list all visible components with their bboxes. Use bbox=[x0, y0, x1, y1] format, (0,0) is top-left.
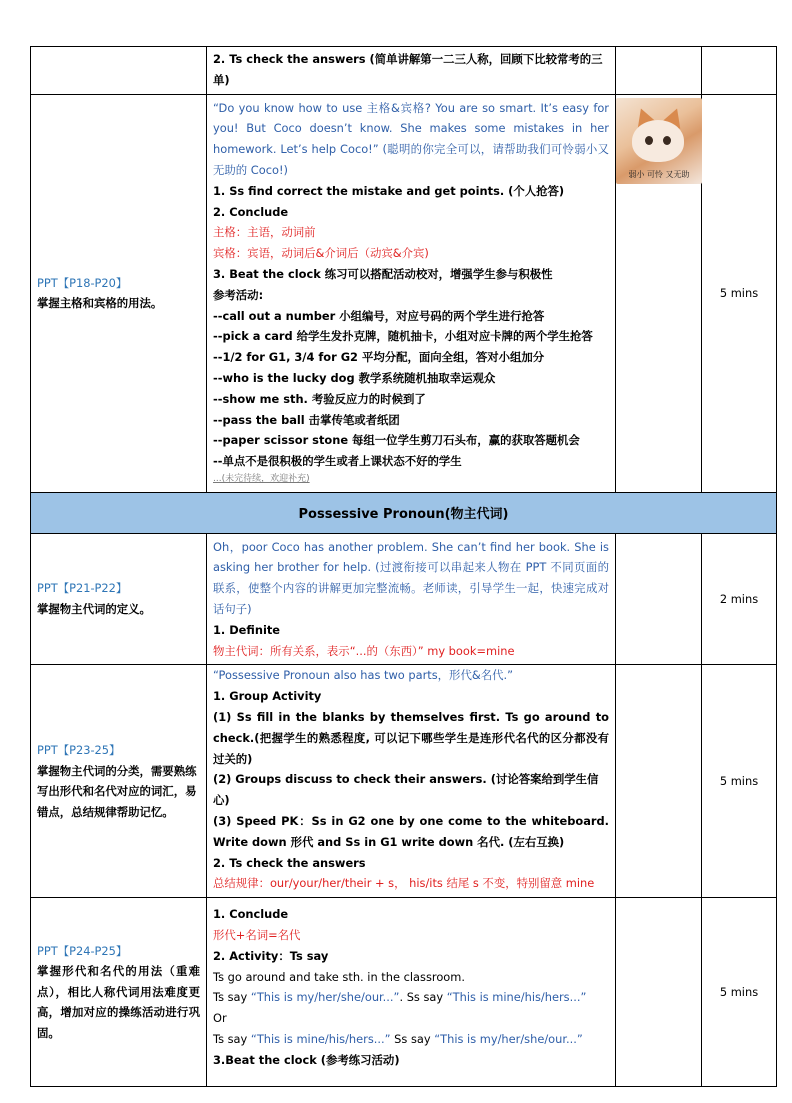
activity-instruction: Ts go around and take sth. in the classroom. bbox=[213, 969, 465, 984]
activity-item: --call out a number 小组编号，对应号码的两个学生进行抢答 bbox=[213, 308, 545, 323]
intro-text: Oh，poor Coco has another problem. She can’t find her book. She is asking her brother for help. (过渡衔接可以串起来人物在 PPT 不同页面的联系，使整个内容的讲解更加完整流畅。老师读，引导学生一起，快速完成对话句子) bbox=[213, 539, 609, 616]
step-activity: 2. Activity：Ts say bbox=[213, 948, 329, 963]
activity-step-1: (1) Ss fill in the blanks by themselves first. Ts go around to check.(把握学生的熟悉程度, 可以记下哪些学生是连形代名代的区分都没有过关的) bbox=[213, 709, 609, 766]
lesson-plan-table bbox=[30, 46, 777, 1087]
time-cell bbox=[702, 665, 777, 898]
activity-item: --pass the ball 击掌传笔或者纸团 bbox=[213, 412, 400, 427]
ppt-pages: PPT【P18-P20】 bbox=[37, 275, 128, 290]
teaching-goal: 掌握主格和宾格的用法。 bbox=[37, 296, 163, 311]
activity-step-3: (3) Speed PK：Ss in G2 one by one come to the whiteboard. Write down 形代 and Ss in G1 write down 名代. (左右互换) bbox=[213, 813, 609, 849]
intro-text: “Possessive Pronoun also has two parts，形代&名代.” bbox=[213, 668, 514, 683]
duration: 5 mins bbox=[719, 774, 759, 789]
step-definite: 1. Definite bbox=[213, 622, 281, 637]
table-row bbox=[31, 665, 777, 898]
ppt-pages: PPT【P21-P22】 bbox=[37, 581, 128, 596]
ppt-cell bbox=[31, 898, 207, 1087]
intro-text: “Do you know how to use 主格&宾格? You are so smart. It’s easy for you! But Coco doesn’t know. She makes some mistakes in her homework. Let’s help Coco!” (聪明的你完全可以，请帮助我们可怜弱小又无助的 Coco!) bbox=[213, 100, 609, 177]
procedure-cell bbox=[207, 898, 616, 1087]
table-row bbox=[31, 898, 777, 1087]
ppt-cell bbox=[31, 665, 207, 898]
activity-item: --who is the lucky dog 教学系统随机抽取幸运观众 bbox=[213, 370, 496, 385]
dialogue-line: Ts say “This is mine/his/hers...” Ss say “This is my/her/she/our...” bbox=[213, 1031, 583, 1046]
more-link: ...(未完待续，欢迎补充) bbox=[213, 473, 310, 484]
reference-activities-label: 参考活动: bbox=[213, 287, 264, 302]
section-header-row bbox=[31, 492, 777, 533]
activity-item: --1/2 for G1, 3/4 for G2 平均分配，面向全组，答对小组加分 bbox=[213, 350, 545, 365]
table-row bbox=[31, 533, 777, 665]
ppt-cell bbox=[31, 47, 207, 95]
rule-subject-case: 主格：主语，动词前 bbox=[213, 225, 316, 240]
section-title: Possessive Pronoun(物主代词) bbox=[31, 492, 777, 533]
step-find-mistake: 1. Ss find correct the mistake and get points. (个人抢答) bbox=[213, 183, 565, 198]
time-cell bbox=[702, 94, 777, 492]
duration: 5 mins bbox=[719, 286, 759, 301]
step-conclude: 1. Conclude bbox=[213, 907, 289, 922]
definition-text: 物主代词：所有关系，表示“...的（东西）” my book=mine bbox=[213, 643, 515, 658]
table-row bbox=[31, 94, 777, 492]
activity-item: --pick a card 给学生发扑克牌，随机抽卡，小组对应卡牌的两个学生抢答 bbox=[213, 329, 593, 344]
kitten-image bbox=[616, 98, 702, 184]
formula: 形代+名词=名代 bbox=[213, 927, 301, 942]
step-group-activity: 1. Group Activity bbox=[213, 689, 322, 704]
time-cell bbox=[702, 898, 777, 1087]
ppt-pages: PPT【P24-P25】 bbox=[37, 943, 128, 958]
activity-item: --paper scissor stone 每组一位学生剪刀石头布，赢的获取答题机会 bbox=[213, 433, 580, 448]
image-cell bbox=[616, 47, 702, 95]
table-row bbox=[31, 47, 777, 95]
procedure-cell bbox=[207, 533, 616, 665]
duration: 2 mins bbox=[719, 591, 759, 606]
procedure-cell bbox=[207, 47, 616, 95]
image-cell bbox=[616, 665, 702, 898]
dialogue-line: Ts say “This is my/her/she/our...”. Ss say “This is mine/his/hers...” bbox=[213, 990, 587, 1005]
activity-step-2: (2) Groups discuss to check their answers. (讨论答案给到学生信心) bbox=[213, 772, 599, 808]
step-check-answers: 2. Ts check the answers bbox=[213, 855, 366, 870]
step-conclude: 2. Conclude bbox=[213, 204, 289, 219]
image-cell bbox=[616, 94, 702, 492]
image-cell bbox=[616, 898, 702, 1087]
rule-object-case: 宾格：宾语，动词后&介词后（动宾&介宾) bbox=[213, 246, 429, 261]
summary-rule: 总结规律：our/your/her/their + s， his/its 结尾 s 不变，特别留意 mine bbox=[213, 876, 595, 891]
time-cell bbox=[702, 533, 777, 665]
time-cell bbox=[702, 47, 777, 95]
procedure-cell bbox=[207, 94, 616, 492]
activity-item: --show me sth. 考验反应力的时候到了 bbox=[213, 391, 426, 406]
teaching-goal: 掌握物主代词的分类，需要熟练写出形代和名代对应的词汇，易错点，总结规律帮助记忆。 bbox=[37, 763, 197, 819]
step-beat-the-clock: 3. Beat the clock 练习可以搭配活动校对，增强学生参与积极性 bbox=[213, 266, 553, 281]
activity-item: --单点不是很积极的学生或者上课状态不好的学生 bbox=[213, 454, 462, 469]
teaching-goal: 掌握形代和名代的用法（重难点），相比人称代词用法难度更高，增加对应的操练活动进行巩固。 bbox=[37, 964, 200, 1040]
duration: 5 mins bbox=[719, 985, 759, 1000]
ppt-pages: PPT【P23-25】 bbox=[37, 743, 121, 758]
kitten-caption: 弱小 可怜 又无助 bbox=[628, 169, 690, 179]
step-check-answers: 2. Ts check the answers (简单讲解第一二三人称，回顾下比较常考的三单) bbox=[213, 52, 603, 87]
ppt-cell bbox=[31, 94, 207, 492]
image-cell bbox=[616, 533, 702, 665]
or-text: Or bbox=[213, 1011, 227, 1026]
ppt-cell bbox=[31, 533, 207, 665]
step-beat-the-clock: 3.Beat the clock (参考练习活动) bbox=[213, 1052, 400, 1067]
procedure-cell bbox=[207, 665, 616, 898]
teaching-goal: 掌握物主代词的定义。 bbox=[37, 601, 151, 616]
